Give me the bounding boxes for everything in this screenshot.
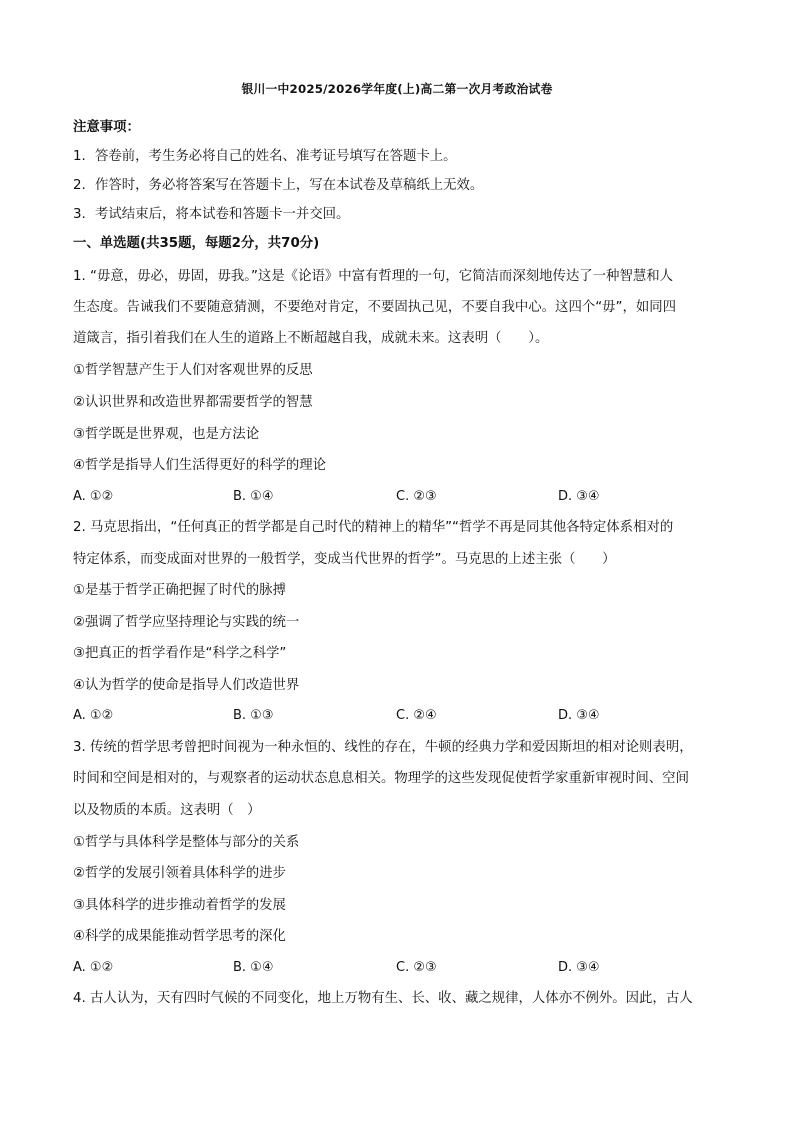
option-a: A. ①② [73,489,114,504]
question-1-statement: ①哲学智慧产生于人们对客观世界的反思 [73,363,313,378]
question-1-statement: ③哲学既是世界观，也是方法论 [73,427,260,442]
question-3-statement: ③具体科学的进步推动着哲学的发展 [73,898,286,913]
question-1-line: 生态度。告诫我们不要随意猜测，不要绝对肯定，不要固执己见，不要自我中心。这四个“毋”，如同四 [73,300,677,315]
question-3-statement: ④科学的成果能推动哲学思考的深化 [73,929,286,944]
option-a: A. ①② [73,960,114,975]
question-1-statement: ②认识世界和改造世界都需要哲学的智慧 [73,395,313,410]
question-3-line: 3. 传统的哲学思考曾把时间视为一种永恒的、线性的存在，牛顿的经典力学和爱因斯坦的相对论则表明， [73,740,693,755]
question-2-statement: ①是基于哲学正确把握了时代的脉搏 [73,583,286,598]
notice-heading: 注意事项： [73,120,140,135]
notice-text: 作答时，务必将答案写在答题卡上，写在本试卷及草稿纸上无效。 [95,178,484,193]
exam-title: 银川一中2025/2026学年度(上)高二第一次月考政治试卷 [241,82,553,96]
question-2-statement: ④认为哲学的使命是指导人们改造世界 [73,678,300,693]
question-2-statement: ③把真正的哲学看作是“科学之科学” [73,646,287,661]
notice-item [73,206,349,224]
notice-text: 答卷前，考生务必将自己的姓名、准考证号填写在答题卡上。 [95,149,457,164]
question-4-line: 4. 古人认为，天有四时气候的不同变化，地上万物有生、长、收、藏之规律，人体亦不例外。因此，古人 [73,991,693,1006]
question-1-line: 1. “毋意，毋必，毋固，毋我。”这是《论语》中富有哲理的一句，它简洁而深刻地传达了一种智慧和人 [73,269,674,284]
question-3-statement: ①哲学与具体科学是整体与部分的关系 [73,835,300,850]
notice-text: 考试结束后，将本试卷和答题卡一并交回。 [95,207,350,222]
section-heading: 一、单选题(共35题，每题2分，共70分) [73,236,320,251]
question-1-line: 道箴言，指引着我们在人生的道路上不断超越自我，成就未来。这表明（ ）。 [73,331,549,346]
notice-number: 2. [73,178,86,193]
question-2-line: 特定体系，而变成面对世界的一般哲学，变成当代世界的哲学”。马克思的上述主张（ ） [73,552,616,567]
notice-item [73,177,483,195]
notice-number: 3. [73,207,86,222]
option-c: C. ②③ [396,489,437,504]
option-c: C. ②④ [396,708,437,723]
question-3-line: 时间和空间是相对的，与观察者的运动状态息息相关。物理学的这些发现促使哲学家重新审视时间、空间 [73,771,689,786]
option-b: B. ①③ [233,708,274,723]
question-3-statement: ②哲学的发展引领着具体科学的进步 [73,866,286,881]
question-1-statement: ④哲学是指导人们生活得更好的科学的理论 [73,458,327,473]
question-2-statement: ②强调了哲学应坚持理论与实践的统一 [73,615,300,630]
question-3-line: 以及物质的本质。这表明（ ） [73,803,261,818]
option-b: B. ①④ [233,489,274,504]
option-a: A. ①② [73,708,114,723]
notice-number: 1. [73,149,86,164]
option-b: B. ①④ [233,960,274,975]
option-c: C. ②③ [396,960,437,975]
option-d: D. ③④ [558,708,600,723]
option-d: D. ③④ [558,960,600,975]
option-d: D. ③④ [558,489,600,504]
notice-item [73,148,457,166]
question-2-line: 2. 马克思指出，“任何真正的哲学都是自己时代的精神上的精华”“哲学不再是同其他各特定体系相对的 [73,520,674,535]
